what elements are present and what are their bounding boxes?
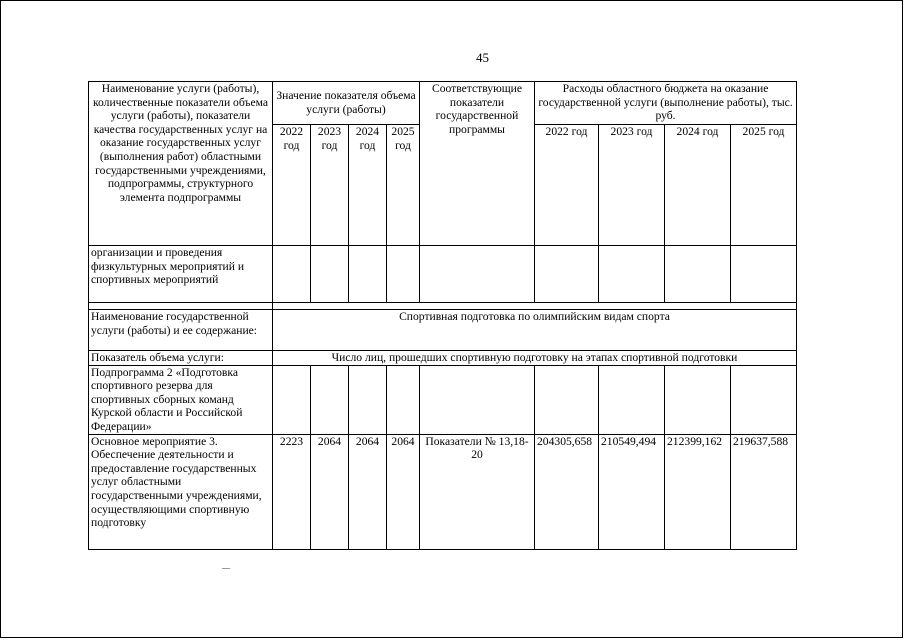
main-event-row [89, 434, 797, 549]
header-program-indicators: Соответствующие показатели государственной программы [420, 82, 535, 246]
service-name-row [89, 310, 797, 351]
empty-cell [311, 246, 349, 303]
spacer-row [89, 303, 797, 310]
empty-cell [665, 246, 731, 303]
empty-cell [731, 365, 797, 434]
empty-cell [387, 365, 420, 434]
subprogram-text: Подпрограмма 2 «Подготовка спортивного резерва для спортивных сборных команд Курской области и Российской Федерации» [89, 365, 273, 434]
empty-cell [311, 365, 349, 434]
empty-cell [387, 246, 420, 303]
empty-cell [420, 365, 535, 434]
service-name-value: Спортивная подготовка по олимпийским видам спорта [273, 310, 797, 351]
empty-cell [731, 246, 797, 303]
empty-cell [599, 365, 665, 434]
volume-value-2023: 2064 [311, 434, 349, 549]
expense-value-2025: 219637,588 [731, 434, 797, 549]
empty-cell [273, 246, 311, 303]
volume-value-2024: 2064 [349, 434, 387, 549]
volume-value-2022: 2223 [273, 434, 311, 549]
empty-cell [273, 303, 797, 310]
expense-value-2022: 204305,658 [535, 434, 599, 549]
volume-indicator-label: Показатель объема услуги: [89, 351, 273, 366]
continuation-row [89, 246, 797, 303]
year-volume-2025: 2025 год [387, 125, 420, 246]
header-expenses: Расходы областного бюджета на оказание государственной услуги (выполнение работы), тыс. руб. [535, 82, 797, 125]
empty-cell [599, 246, 665, 303]
empty-cell [89, 303, 273, 310]
volume-indicator-row [89, 351, 797, 366]
empty-cell [349, 246, 387, 303]
continuation-text: организации и проведения физкультурных мероприятий и спортивных мероприятий [89, 246, 273, 303]
expense-value-2024: 212399,162 [665, 434, 731, 549]
year-expense-2024: 2024 год [665, 125, 731, 246]
volume-indicator-value: Число лиц, прошедших спортивную подготовку на этапах спортивной подготовки [273, 351, 797, 366]
year-volume-2024: 2024 год [349, 125, 387, 246]
header-volume-value: Значение показателя объема услуги (работы) [273, 82, 420, 125]
main-event-name: Основное мероприятие 3. Обеспечение деятельности и предоставление государственных услуг областными государственными учреждениями, осуществляющими спортивную подготовку [89, 434, 273, 549]
empty-cell [665, 365, 731, 434]
year-expense-2022: 2022 год [535, 125, 599, 246]
header-row-1 [89, 82, 797, 125]
expense-value-2023: 210549,494 [599, 434, 665, 549]
empty-cell [273, 365, 311, 434]
year-expense-2023: 2023 год [599, 125, 665, 246]
empty-cell [349, 365, 387, 434]
year-expense-2025: 2025 год [731, 125, 797, 246]
subprogram-row [89, 365, 797, 434]
empty-cell [535, 246, 599, 303]
program-indicators-value: Показатели № 13,18-20 [420, 434, 535, 549]
page-number: 45 [476, 50, 489, 65]
empty-cell [535, 365, 599, 434]
budget-table [88, 81, 797, 550]
year-volume-2022: 2022 год [273, 125, 311, 246]
header-service-name: Наименование услуги (работы), количественные показатели объема услуги (работы), показатели качества государственных услуг на оказание государственных услуг (выполнения работ) областными государственными учреждениями, подпрограммы, структурного элемента подпрограммы [89, 82, 273, 246]
empty-cell [420, 246, 535, 303]
volume-value-2025: 2064 [387, 434, 420, 549]
scan-mark [222, 568, 230, 569]
service-name-label: Наименование государственной услуги (работы) и ее содержание: [89, 310, 273, 351]
year-volume-2023: 2023 год [311, 125, 349, 246]
